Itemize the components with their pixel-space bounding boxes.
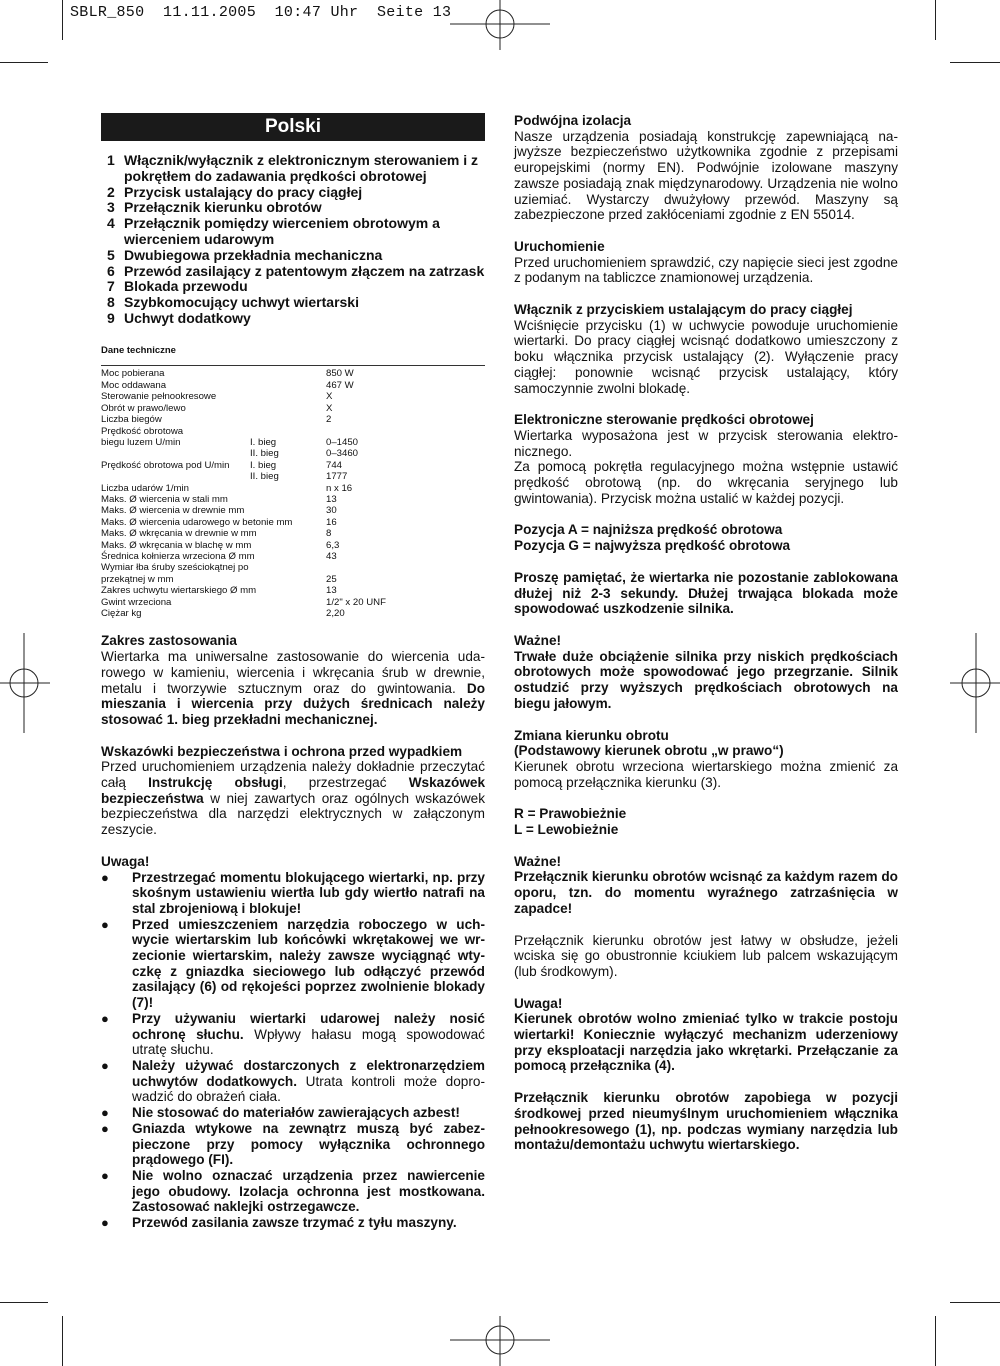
- paragraph: Wiertarka wyposażona jest w przycisk sterowania elektronicznego.: [514, 427, 898, 459]
- spec-label: Liczba udarów 1/min: [101, 482, 189, 494]
- spec-label: Prędkość obrotowa pod U/min: [101, 459, 230, 471]
- paragraph: Proszę pamiętać, że wiertarka nie pozostanie zablokowana dłużej niż 2-3 sekundy. Dłużej trwająca blokada może spowodować uszkodzenie silnika.: [514, 569, 898, 617]
- spec-gear: II. bieg: [250, 448, 279, 460]
- position-g: Pozycja G = najwyższa prędkość obrotowa: [514, 538, 791, 554]
- spec-value: 0–1450: [326, 436, 359, 448]
- spec-label: [101, 471, 250, 482]
- section-heading: Podwójna izolacja: [514, 113, 632, 128]
- spec-value: 0–3460: [326, 448, 359, 460]
- section-heading: Elektroniczne sterowanie prędkości obrotowej: [514, 412, 814, 428]
- section-heading: Uwaga!: [101, 853, 150, 869]
- paragraph: Kierunek obrotu wrzeciona wiertarskiego można zmienić za pomocą przełącznika kierunku (3).: [514, 758, 898, 790]
- spec-row: [101, 403, 485, 414]
- bullet-icon: ●: [101, 1010, 109, 1026]
- paragraph: Nasze urządzenia posiadają konstrukcję zapewniającą najwyższe bezpieczeństwo użytkownika zgodnie z przepisami europejskimi (normy EN). Podwójnie izolowane maszyny zawsze posiadają znak międzynarodowy. Urządzenia nie wolno uziemiać. Wystarczy dwużyłowy przewód. Maszyny są zabezpieczone przed zakłóceniami zgodnie z EN 55014.: [514, 128, 898, 223]
- spec-value: 13: [326, 585, 337, 597]
- spec-table: [101, 365, 485, 619]
- spec-value: 6,3: [326, 539, 340, 551]
- registration-mark-top: [450, 0, 550, 50]
- spec-row: [101, 471, 485, 482]
- spec-row: [101, 562, 485, 573]
- spec-row: [101, 448, 485, 459]
- spec-value: 1/2" x 20 UNF: [326, 596, 386, 608]
- list-item: 7 Blokada przewodu: [107, 278, 248, 295]
- list-item: 5 Dwubiegowa przekładnia mechaniczna: [107, 246, 383, 263]
- bullet-icon: ●: [101, 1105, 109, 1121]
- list-item: 6 Przewód zasilający z patentowym złączem na zatrzask: [107, 262, 485, 279]
- spec-row: [101, 597, 485, 608]
- spec-label: Gwint wrzeciona: [101, 596, 172, 608]
- paragraph: Przełącznik kierunku obrotów wcisnąć za każdym razem do oporu, tzn. do momentu wyraźnego zatrzaśnięcia w zapadce!: [514, 869, 898, 916]
- spec-row: [101, 608, 485, 619]
- spec-value: 2,20: [326, 608, 345, 619]
- spec-label: Liczba biegów: [101, 414, 162, 426]
- crop-mark: [0, 1302, 48, 1303]
- spec-value: 8: [326, 528, 332, 540]
- bullet-icon: ●: [101, 916, 109, 932]
- spec-row: [101, 368, 485, 379]
- list-item: ● Przy używaniu wiertarki udarowej należy nosić ochronę słuchu. Wpływy hałasu mogą spowodować utratę słuchu.: [101, 1010, 485, 1058]
- section-heading: Uwaga!: [514, 995, 563, 1011]
- spec-row: [101, 540, 485, 551]
- spec-row: [101, 517, 485, 528]
- spec-value: [326, 562, 485, 573]
- crop-mark: [935, 1316, 936, 1366]
- right-column: [514, 113, 898, 1153]
- spec-value: 467 W: [326, 379, 354, 391]
- spec-label: przekątnej w mm: [101, 573, 174, 585]
- spec-label: Moc pobierana: [101, 368, 165, 380]
- paragraph: Kierunek obrotów wolno zmieniać tylko w trakcie postoju wiertarki! Koniecznie wyłączyć mechanizm uderzeniowy przy eksploatacji narzędzia jako wkrętarki. Przełączanie za pomocą przełącznika (4).: [514, 1011, 898, 1074]
- section-heading: Zmiana kierunku obrotu: [514, 727, 669, 743]
- spec-gear: I. bieg: [250, 436, 277, 448]
- warning-list: [101, 870, 485, 1231]
- bullet-icon: ●: [101, 1167, 109, 1183]
- spec-value: 25: [326, 573, 337, 585]
- section-heading: Ważne!: [514, 632, 562, 648]
- spec-value: X: [326, 391, 333, 403]
- spec-row: [101, 528, 485, 539]
- spec-label: Wymiar łba śruby sześciokątnej po: [101, 562, 249, 574]
- spec-value: [326, 426, 485, 437]
- spec-row: [101, 574, 485, 585]
- bullet-icon: ●: [101, 869, 109, 885]
- paragraph: Trwałe duże obciążenie silnika przy niskich prędkościach obrotowych może spowodować jego przegrzanie. Silnik ostudzić przy wyższych prędkościach obrotowych na biegu jałowym.: [514, 648, 898, 711]
- spec-gear: I. bieg: [250, 459, 277, 471]
- spec-label: Maks. Ø wiercenia w drewnie mm: [101, 505, 245, 517]
- list-item: ● Przewód zasilania zawsze trzymać z tyłu maszyny.: [101, 1215, 457, 1231]
- spec-value: 13: [326, 493, 337, 505]
- bullet-icon: ●: [101, 1215, 109, 1231]
- list-item: 2 Przycisk ustalający do pracy ciągłej: [107, 183, 363, 200]
- spec-value: n x 16: [326, 482, 353, 494]
- list-item: 1 Włącznik/wyłącznik z elektronicznym sterowaniem i z pokrętłem do zadawania prędkości obrotowej: [107, 152, 479, 184]
- spec-label: Maks. Ø wiercenia w stali mm: [101, 493, 228, 505]
- paragraph: Wiertarka ma uniwersalne zastosowanie do wiercenia udarowego w kamieniu, wiercenia i wkręcania śrub w drewnie, metalu i tworzywie sztucznym oraz do gwintowania. Do mieszania i wiercenia przy dużych średnicach należy stosować 1. bieg przekładni mechanicznej.: [101, 649, 486, 727]
- direction-right: R = Prawobieżnie: [514, 806, 627, 822]
- list-item: 9 Uchwyt dodatkowy: [107, 309, 251, 326]
- left-column: [101, 113, 485, 1231]
- bullet-icon: ●: [101, 1057, 109, 1073]
- spec-label: Średnica kołnierza wrzeciona Ø mm: [101, 550, 255, 562]
- spec-label: Maks. Ø wkręcania w blachę w mm: [101, 539, 252, 551]
- list-item: ● Przed umieszczeniem narzędzia roboczego w uchwycie wiertarskim lub końcówki wkrętakowej we wrzecionie wiertarskim, należy zawsze wyciągnąć wtyczkę z gniazdka sieciowego lub odłączyć przewód zasilający (6) od rękojeści poprzez zwolnienie blokady (7)!: [101, 916, 485, 1011]
- crop-mark: [950, 62, 1000, 63]
- spec-row: [101, 460, 485, 471]
- spec-label: Prędkość obrotowa: [101, 425, 184, 437]
- list-item: 8 Szybkomocujący uchwyt wiertarski: [107, 294, 359, 311]
- spec-label: biegu luzem U/min: [101, 436, 181, 448]
- spec-value: 850 W: [326, 368, 354, 380]
- paragraph: Przełącznik kierunku obrotów jest łatwy w obsłudze, jeżeli wciska się go obustronnie kciukiem lub palcem wskazującym (lub środkowym).: [514, 932, 898, 979]
- spec-row: [101, 505, 485, 516]
- list-item: ● Gniazda wtykowe na zewnątrz muszą być zabezpieczone przy pomocy wyłącznika ochronnego prądowego (FI).: [101, 1120, 485, 1168]
- spec-row: [101, 380, 485, 391]
- spec-value: 744: [326, 459, 343, 471]
- registration-mark-left: [0, 633, 50, 733]
- spec-value: 2: [326, 414, 332, 426]
- spec-label: Sterowanie pełnookresowe: [101, 391, 217, 403]
- print-slug: SBLR_850 11.11.2005 10:47 Uhr Seite 13: [70, 4, 452, 21]
- paragraph: Za pomocą pokrętła regulacyjnego można wstępnie ustawić prędkość obrotową (np. do wkręcania seryjnego lub gwintowania). Przycisk można ustalić w każdej pozycji.: [514, 459, 898, 506]
- list-item: ● Nie wolno oznaczać urządzenia przez nawiercenie jego obudowy. Izolacja ochronna jest mostkowana. Zastosować naklejki ostrzegawcze.: [101, 1167, 485, 1215]
- spec-row: [101, 585, 485, 596]
- list-item: 3 Przełącznik kierunku obrotów: [107, 199, 322, 216]
- list-item: ● Należy używać dostarczonych z elektronarzędziem uchwytów dodatkowych. Utrata kontroli może doprowadzić do obrażeń ciała.: [101, 1057, 485, 1105]
- paragraph: Wciśnięcie przycisku (1) w uchwycie powoduje uruchomienie wiertarki. Do pracy ciągłej wcisnąć dodatkowo umieszczony z boku włącznika przycisk ustalający (2). Wyłączenie pracy ciągłej: ponownie wcisnąć przycisk ustalający, który samoczynnie zwolni blokadę.: [514, 317, 898, 396]
- spec-label: [101, 448, 250, 459]
- spec-label: Maks. Ø wiercenia udarowego w betonie mm: [101, 516, 293, 528]
- direction-left: L = Lewobieżnie: [514, 822, 619, 838]
- spec-label: Ciężar kg: [101, 608, 142, 619]
- spec-value: 16: [326, 516, 337, 528]
- spec-row: [101, 551, 485, 562]
- spec-row: [101, 437, 485, 448]
- crop-mark: [62, 1316, 63, 1366]
- list-item: ● Przestrzegać momentu blokującego wiertarki, np. przy skośnym ustawieniu wiertła lub gdy wiertło natrafi na stal zbrojeniową i blokuje!: [101, 869, 485, 916]
- section-heading: Ważne!: [514, 853, 562, 869]
- spec-label: Zakres uchwytu wiertarskiego Ø mm: [101, 585, 257, 597]
- spec-value: X: [326, 402, 333, 414]
- crop-mark: [0, 62, 48, 63]
- paragraph: Przed uruchomieniem urządzenia należy dokładnie przeczytać całą Instrukcję obsługi, przestrzegać Wskazówek bezpieczeństwa w niej zawartych oraz ogólnych wskazówek bezpieczeństwa dla narzędzi elektrycznych w załączonym zeszycie.: [101, 759, 486, 838]
- spec-row: [101, 483, 485, 494]
- language-banner: Polski: [101, 113, 485, 141]
- section-heading: Zakres zastosowania: [101, 633, 237, 649]
- spec-label: Maks. Ø wkręcania w drewnie w mm: [101, 528, 257, 540]
- list-item: 4 Przełącznik pomiędzy wierceniem obrotowym a wierceniem udarowym: [107, 215, 440, 247]
- crop-mark: [62, 0, 63, 40]
- list-item: ● Nie stosować do materiałów zawierających azbest!: [101, 1105, 460, 1121]
- spec-row: [101, 391, 485, 402]
- spec-row: [101, 494, 485, 505]
- crop-mark: [950, 1302, 1000, 1303]
- paragraph: Przed uruchomieniem sprawdzić, czy napięcie sieci jest zgodne z podanym na tabliczce znamionowej urządzenia.: [514, 254, 898, 286]
- spec-value: 1777: [326, 471, 348, 483]
- spec-row: [101, 414, 485, 425]
- registration-mark-right: [950, 633, 1000, 733]
- spec-label: Obrót w prawo/lewo: [101, 402, 186, 414]
- section-heading: Uruchomienie: [514, 238, 605, 254]
- parts-list: [101, 153, 485, 327]
- spec-title: Dane techniczne: [101, 344, 176, 356]
- spec-row: [101, 426, 485, 437]
- section-heading: Wskazówki bezpieczeństwa i ochrona przed wypadkiem: [101, 743, 463, 759]
- spec-label: Moc oddawana: [101, 379, 167, 391]
- section-heading: Włącznik z przyciskiem ustalającym do pracy ciągłej: [514, 302, 853, 318]
- spec-value: 30: [326, 505, 337, 517]
- bullet-icon: ●: [101, 1120, 109, 1136]
- crop-mark: [935, 0, 936, 40]
- registration-mark-bottom: [450, 1316, 550, 1366]
- position-a: Pozycja A = najniższa prędkość obrotowa: [514, 522, 783, 538]
- paragraph: Przełącznik kierunku obrotów zapobiega w pozycji środkowej przed nieumyślnym uruchomieniem włącznika pełnookresowego (1), np. podczas wymiany narzędzia lub montażu/demontażu uchwytu wiertarskiego.: [514, 1090, 898, 1153]
- section-subheading: (Podstawowy kierunek obrotu „w prawo“): [514, 743, 784, 759]
- spec-value: 43: [326, 550, 337, 562]
- spec-gear: II. bieg: [250, 471, 279, 483]
